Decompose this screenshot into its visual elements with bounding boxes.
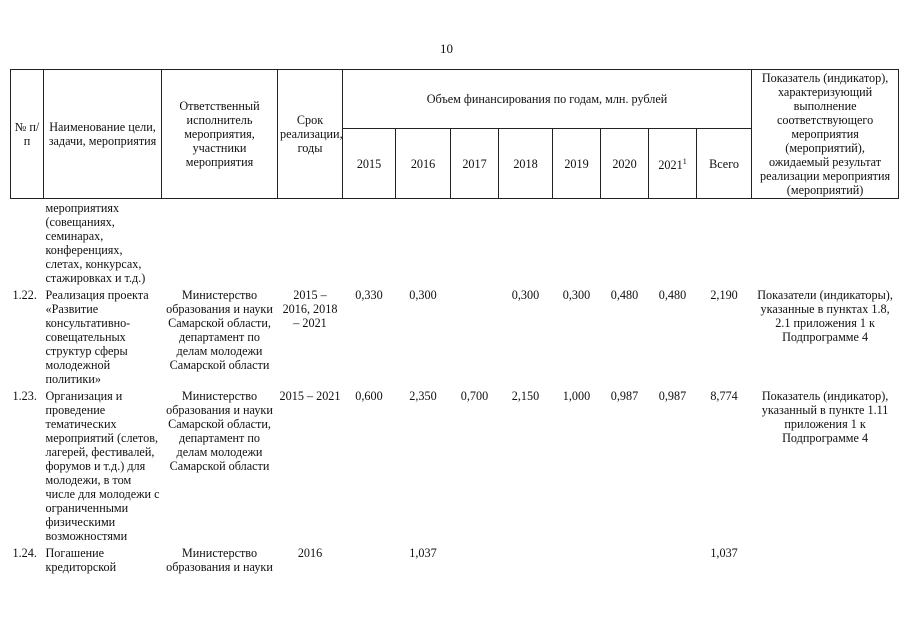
- header-total: Всего: [697, 129, 752, 199]
- header-year-2015: 2015: [343, 129, 396, 199]
- header-executor: Ответственный исполнитель мероприятия, участники мероприятия: [162, 70, 278, 199]
- table-row: [11, 387, 899, 544]
- header-period: Срок реализации, годы: [278, 70, 343, 199]
- value-2021: 0,987: [658, 389, 687, 403]
- value-2019: [553, 544, 601, 575]
- row-num: 1.23.: [12, 389, 37, 403]
- value-2020: 0,987: [610, 389, 639, 403]
- row-executor: Министерство образования и науки Самарской области, департамент по делам молодежи Самарской области: [166, 389, 273, 473]
- table-row: [11, 286, 899, 387]
- continuation-name: мероприятиях (совещаниях, семинарах, конференциях, слетах, конкурсах, стажировках и т.д.): [45, 201, 146, 285]
- row-period: 2015 – 2021: [279, 389, 341, 403]
- value-2020: 0,480: [610, 288, 639, 302]
- value-2017: 0,700: [460, 389, 489, 403]
- value-2021: [649, 544, 697, 575]
- header-year-2021-label: 2021: [658, 158, 683, 173]
- header-name: Наименование цели, задачи, мероприятия: [44, 70, 162, 199]
- value-2019: 1,000: [562, 389, 591, 403]
- header-year-2018: 2018: [499, 129, 553, 199]
- row-num: 1.22.: [12, 288, 37, 302]
- value-total: 1,037: [710, 546, 738, 560]
- value-2016: 0,300: [409, 288, 437, 302]
- header-funding: Объем финансирования по годам, млн. рублей: [343, 70, 752, 129]
- value-2016: 2,350: [409, 389, 437, 403]
- value-2015: 0,600: [355, 389, 383, 403]
- row-indicator: Показатель (индикатор), указанный в пункте 1.11 приложения 1 к Подпрограмме 4: [761, 389, 889, 445]
- value-2018: 0,300: [511, 288, 540, 302]
- value-2017: [451, 544, 499, 575]
- row-period: 2015 – 2016, 2018 – 2021: [282, 288, 338, 330]
- header-year-2019: 2019: [553, 129, 601, 199]
- value-2020: [601, 544, 649, 575]
- row-indicator: [752, 544, 899, 575]
- row-name: Организация и проведение тематических мероприятий (слетов, лагерей, фестивалей, форумов и т.д.) для молодежи, в том числе для молодежи с ограниченными физическими возможностями: [45, 389, 160, 543]
- row-num: 1.24.: [12, 546, 37, 560]
- header-indicator: Показатель (индикатор), характеризующий выполнение соответствующего мероприятия (мероприятий), ожидаемый результат реализации мероприятия (мероприятий): [752, 70, 899, 199]
- header-year-2016: 2016: [396, 129, 451, 199]
- value-2018: [499, 544, 553, 575]
- value-2017: [451, 286, 499, 387]
- value-2018: 2,150: [511, 389, 540, 403]
- header-num: № п/п: [11, 70, 44, 199]
- value-total: 2,190: [710, 288, 738, 302]
- value-total: 8,774: [710, 389, 738, 403]
- header-year-2017: 2017: [451, 129, 499, 199]
- value-2015: 0,330: [355, 288, 383, 302]
- page-number: 10: [440, 41, 453, 56]
- header-year-2021: [649, 129, 697, 199]
- row-executor: Министерство образования и науки: [166, 546, 273, 574]
- row-executor: Министерство образования и науки Самарской области, департамент по делам молодежи Самарской области: [166, 288, 273, 372]
- value-2019: 0,300: [562, 288, 591, 302]
- row-indicator: Показатели (индикаторы), указанные в пунктах 1.8, 2.1 приложения 1 к Подпрограмме 4: [757, 288, 893, 344]
- header-year-2020: 2020: [601, 129, 649, 199]
- row-name: Погашение кредиторской: [45, 546, 117, 574]
- row-name: Реализация проекта «Развитие консультативно-совещательных структур сферы молодежной политики»: [45, 288, 149, 386]
- program-table: [10, 69, 899, 575]
- table-row: [11, 544, 899, 575]
- footnote-mark: 1: [682, 157, 687, 167]
- row-period: 2016: [297, 546, 323, 560]
- value-2016: 1,037: [409, 546, 437, 560]
- continuation-row: [11, 199, 899, 287]
- value-2015: [343, 544, 396, 575]
- value-2021: 0,480: [658, 288, 687, 302]
